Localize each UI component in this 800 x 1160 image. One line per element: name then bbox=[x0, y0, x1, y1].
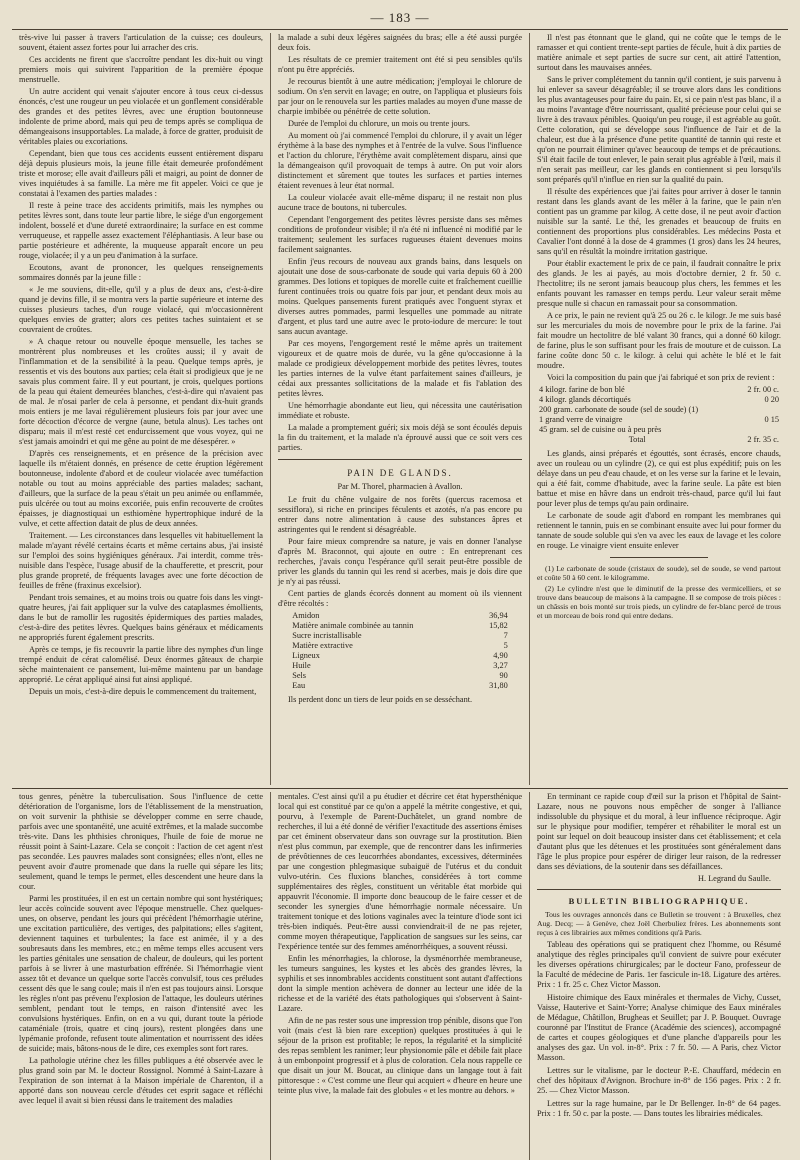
paragraph: Pendant trois semaines, et au moins trois ou quatre fois dans les vingt-quatre heures, j'ai fait appliquer sur la vulve des cataplasmes émollients, dans le but de ramollir les rugosités épidermiques des parties malades, c'est-à-dire des petites lèvres. Quelques bains généraux et médicaments ne appropriés furent également prescrits. bbox=[19, 593, 263, 642]
table-cell: 3,27 bbox=[493, 661, 508, 670]
paragraph: tous genres, pénètre la tuberculisation. Sous l'influence de cette détérioration de l'organisme, lors de l'établissement de la menstruation, on voit survenir la phthisie se développer comme en serre chaude, parfois avec une spontanéité, une acuité extrêmes, et la malade succombe très-vite. Dans les phthisies chroniques, l'huile de foie de morue ne réussit point à Saint-Lazare. Cela se conçoit : l'action de cet agent n'est pas secondée. Les pauvres malades sont consignées; elles n'ont, elles ne peuvent avoir d'autre promenade que dans la ruelle qui sépare les lits; seulement, quand le temps le permet, elles descendent une heure dans la cour. bbox=[19, 792, 263, 891]
paragraph: Je recourus bientôt à une autre médication; j'employai le chlorure de sodium. On s'en servit en lavage; en outre, on l'appliqua et plusieurs fois par jour on le renouvela sur les parties malades au moyen d'une masse de charpie imbibée ou pénétrée de cette solution. bbox=[278, 77, 522, 116]
paragraph: Les glands, ainsi préparés et égouttés, sont écrasés, encore chauds, avec un rouleau ou un cylindre (2), ce qui est plus expéditif; puis on les délaye dans un peu d'eau chaude, et on les verse sur la farine et le levain, qui a été fait, comme d'habitude, avec la farine seule. La pâte est bien battue et mise en hâvre dans un endroit très-chaud, parce qu'il lui faut pour lever plus de temps qu'au pain ordinaire. bbox=[537, 449, 781, 508]
page-number: — 183 — bbox=[370, 10, 430, 25]
table-row bbox=[290, 631, 510, 641]
paragraph: Le carbonate de soude agit d'abord en rompant les membranes qui retiennent le tannin, puis en se combinant ensuite avec lui pour former du tannate de soude soluble qui s'en va avec les eaux de lavage et les colore en rouge. Le vinaigre vient ensuite enlever bbox=[537, 511, 781, 550]
paragraph: Au moment où j'ai commencé l'emploi du chlorure, il y avait un léger érythème à la base des nymphes et à l'entrée de la vulve. Sous l'influence et l'action du chlorure, l'érythème avait complètement disparu, ainsi que la démangeaison qu'il provoquait de temps à autre. On put voir alors distinctement et sûrement que toutes les surfaces et parties internes étaient revenues à leur état normal. bbox=[278, 131, 522, 190]
bulletin-intro: Tous les ouvrages annoncés dans ce Bulletin se trouvent : à Bruxelles, chez Aug. Decq; — à Genève, chez Joël Cherbuliez frères. Les abonnements sont reçus à ces librairies aux mêmes conditions qu'à Paris. bbox=[537, 910, 781, 937]
table-cell: 15,82 bbox=[489, 621, 508, 630]
bottom-column-2 bbox=[271, 792, 530, 1160]
paragraph: Une hémorrhagie abondante eut lieu, qui nécessita une cautérisation immédiate et robuste. bbox=[278, 401, 522, 420]
paragraph: Depuis un mois, c'est-à-dire depuis le commencement du traitement, bbox=[29, 687, 257, 696]
table-cell: 2 fr. 35 c. bbox=[747, 435, 779, 444]
table-cell: 7 bbox=[503, 631, 508, 640]
table-cell: 0 20 bbox=[764, 395, 779, 404]
bottom-columns bbox=[12, 792, 788, 1160]
bottom-column-1 bbox=[12, 792, 271, 1160]
table-cell: Total bbox=[628, 435, 646, 444]
table-row bbox=[290, 671, 510, 681]
bibliography-entry: Tableau des opérations qui se pratiquent chez l'homme, ou Résumé analytique des règles principales qu'il convient de suivre pour exécuter les diverses opérations chirurgicales; par le docteur Fano, professeur de la Faculté de médecine de Paris. 1er fascicule in-18. Ligature des artères. Prix : 1 fr. 25 c. Chez Victor Masson. bbox=[537, 940, 781, 989]
table-cell: Ligneux bbox=[292, 651, 320, 660]
section-rule bbox=[12, 788, 788, 789]
paragraph: Sans le priver complétement du tannin qu'il contient, je suis parvenu à lui enlever sa saveur désagréable; il se trouve alors dans les conditions les plus avantageuses pour faire du pain. Et, si ce pain n'est pas blanc, il a au moins l'avantage d'être nourrissant, qualité précieuse pour celui qui se livre à des travaux pénibles. Quoiqu'un peu rouge, il est agréable au goût. Cette coloration, qui se développe sous l'influence de l'air et de la chaleur, est due à la présence d'une petite quantité de tannin qui reste et qu'on ne pourrait éliminer qu'avec beaucoup de temps et de précautions. S'il était facile de tout enlever, le pain serait plus agréable à l'œil, mais il n'en serait pas meilleur, car les glands en contiennent si peu lorsqu'ils sont préparés qu'il n'influe en rien sur la qualité du pain. bbox=[537, 75, 781, 184]
footnote: (1) Le carbonate de soude (cristaux de soude), sel de soude, se vend partout et coûte 50 à 60 cent. le kilogramme. bbox=[537, 564, 781, 582]
table-cell: 4 kilogr. glands décortiqués bbox=[539, 395, 631, 404]
article-title: PAIN DE GLANDS. bbox=[347, 468, 453, 478]
paragraph: Afin de ne pas rester sous une impression trop pénible, disons que l'on voit (mais c'est là bien rare exception) quelques prostituées à qui le séjour de la prison est profitable; le repos, la régularité et la simplicité des repas semblent les ranimer; leur physionomie pâle et débile fait place à un embonpoint progressif et à plus de coloration. Cela nous rappelle ce que disait un jour M. Boucat, au clinique dans un langage tout à fait pittoresque : « C'est comme une fleur qui acquiert « d'heure en heure une teinte plus vive, la malade fait des globules « et les montre au dehors. » bbox=[278, 1016, 522, 1095]
table-cell: Matière extractive bbox=[292, 641, 353, 650]
paragraph: Par ces moyens, l'engorgement resté le même après un traitement vigoureux et de quatre mois de durée, vu la gêne qu'occasionne à la malade ce prodigieux développement morbide des petites lèvres, toutes les parties internes de la vulve étant parfaitement saines d'ailleurs, je cédai aux pressantes sollicitations de la malade et fis l'ablation des petites lèvres. bbox=[278, 339, 522, 398]
bibliography-entry: Histoire chimique des Eaux minérales et thermales de Vichy, Cusset, Vaisse, Hauterive et Saint-Yorre; Analyse chimique des Eaux minérales de Médague, Châtillon, Brugheas et Seuillet; par J. P. Bouquet. Ouvrage couronné par l'Institut de France (Académie des sciences), accompagné de cartes et coupes géologiques et d'une planche d'appareils pour les analyses des gaz. Un vol. in-8°. Prix : 7 fr. 50. — A Paris, chez Victor Masson. bbox=[537, 993, 781, 1062]
table-cell: 0 15 bbox=[764, 415, 779, 424]
paragraph: mentales. C'est ainsi qu'il a pu étudier et décrire cet état hypersthénique local qui est constitué par ce qu'on a appelé la métrite congestive, et qui, pourvu, à l'exemple de Parent-Duchâtelet, un grand nombre de recherches, il lui a été donné de vérifier l'exactitude des assertions émises par cet éminent observateur dans son ouvrage sur la prostitution. Bien n'est plus commun, par exemple, que de rencontrer dans les infirmeries de prévôtiennes de ces leucorrhées abondantes, excessives, déterminées par une congestion phlegmasique subaiguë de l'utérus et du conduit vulvo-utérin. Ces fluxions blanches, considérées à tort comme supplémentaires des règles, constituent un véritable état morbide qui appauvrit l'économie. Il importe donc beaucoup de le faire cesser et de seconder les synergies d'une hémorrhagie normale nécessaire. Un traitement tonique et des lotions vaginales avec la teinture d'iode sont ici très-bien indiqués. Peut-être aussi conviendrait-il de ne pas rejeter, comme moyen thérapeutique, l'application de sangsues sur les seins, car l'expérience tentée sur des femmes aménorrhéiques, a souvent réussi. bbox=[278, 792, 522, 951]
table-cell: 90 bbox=[499, 671, 508, 680]
paragraph: « Je me souviens, dit-elle, qu'il y a plus de deux ans, c'est-à-dire quand je devins fille, il se montra vers la partie supérieure et interne des cuisses plusieurs taches, d'un rouge violacé, qui m'occasionnèrent quelques envies de gratter; alors ces petites taches suintaient et se couvraient de croûtes. bbox=[19, 285, 263, 334]
table-cell bbox=[737, 405, 781, 415]
table-cell: Sels bbox=[292, 671, 307, 680]
table-cell: 4 kilogr. farine de bon blé bbox=[539, 385, 625, 394]
header-rule bbox=[12, 29, 788, 30]
table-row bbox=[290, 661, 510, 671]
bulletin-title: BULLETIN BIBLIOGRAPHIQUE. bbox=[568, 896, 750, 906]
paragraph: Il résulte des expériences que j'ai faites pour arriver à doser le tannin restant dans les glands avant de les mêler à la farine, que le pain n'en contient pas un gramme par kilog. A cette dose, il ne peut avoir d'action nuisible sur la santé. Le thé, les grenades et beaucoup de fruits en contiennent des proportions plus considérables. Les médecins Posta et Cavalier l'ont donné à la dose de 4 grammes (1 gros) dans les 24 heures, sans qu'il en résultât la moindre irritation gastrique. bbox=[537, 187, 781, 256]
table-cell: 1 grand verre de vinaigre bbox=[539, 415, 623, 424]
paragraph: Pour faire mieux comprendre sa nature, je vais en donner l'analyse d'après M. Braconnot, qui ajoute en outre : En entreprenant ces recherches, j'avais conçu l'espérance qu'il serait peut-être possible de priver les glands du tannin qui les rend si acerbes, mais je dois dire que je n'y ai pas réussi. bbox=[278, 537, 522, 586]
table-row bbox=[537, 395, 781, 405]
bulletin-divider bbox=[537, 889, 781, 890]
section-divider bbox=[278, 459, 522, 460]
table-row bbox=[537, 405, 781, 415]
paragraph: La pathologie utérine chez les filles publiques a été observée avec le plus grand soin par M. le docteur Rossignol. Nommé à Saint-Lazare à l'expiration de son internat à la Maison impériale de Charenton, il a apporté dans son nouveau cercle d'études cet esprit sagace et réfléchi avec lequel il avait si bien réussi dans le traitement des maladies bbox=[19, 1056, 263, 1105]
table-cell: Huile bbox=[292, 661, 311, 670]
paragraph: Ecoutons, avant de prononcer, les quelques renseignements sommaires donnés par la jeune fille : bbox=[19, 263, 263, 282]
table-row bbox=[537, 435, 781, 445]
table-cell: 31,80 bbox=[489, 681, 508, 690]
paragraph: A ce prix, le pain ne revient qu'à 25 ou 26 c. le kilogr. Je me suis basé sur les mercuriales du mois de novembre pour le prix de la farine. J'ai fait moudre un hectolitre de blé valant 30 francs, qui a donné 60 kilogr. de farine, plus le son suffisant pour les frais de mouture et de cuisson. La farine coûte donc 50 c. le kilogr. à celui qui achète le blé et le fait moudre. bbox=[537, 311, 781, 370]
paragraph: En terminant ce rapide coup d'œil sur la prison et l'hôpital de Saint-Lazare, nous ne pouvons nous empêcher de songer à l'alliance indissoluble du physique et du moral, à leur influence réciproque. Agir sur le physique pour modifier, tempérer et réhabiliter le moral est un point sur lequel on doit beaucoup insister dans cet établissement; et cela d'autant plus que les détenues et les prostituées sont généralement dans l'âge le plus propice pour espérer de diriger leur raison, de la redresser dans ses déviations, de la soutenir dans ses défaillances. bbox=[537, 792, 781, 871]
table-cell: 36,94 bbox=[489, 611, 508, 620]
bibliography-entry: Lettres sur la rage humaine, par le Dr Bellenger. In-8° de 64 pages. Prix : 1 fr. 50 c. par la poste. — Dans toutes les librairies médicales. bbox=[537, 1099, 781, 1118]
paragraph: Cependant, bien que tous ces accidents eussent entièrement disparu déjà depuis plusieurs mois, la jeune fille était demeurée profondément triste et morose; elle avait d'ailleurs pâli et maigri, au point de donner de vives inquiétudes à sa famille. La mère me fit appeler. Voici ce que je constatai à l'examen des parties malades : bbox=[19, 149, 263, 198]
paragraph: Traitement. — Les circonstances dans lesquelles vit habituellement la malade m'ayant révélé certains écarts et même certains abus, j'ai insisté sur l'emploi des soins hygiéniques généraux. J'ai interdit, comme très-nuisible dans l'espèce, l'usage abusif de la chaufferette, et prescrit, pour plus grande propreté, de fréquents lavages avec une forte décoction de feuilles de frêne (fraxinus excelsior). bbox=[19, 531, 263, 590]
paragraph: Enfin les ménorrhagies, la chlorose, la dysménorrhée membraneuse, les tumeurs sanguines, les kystes et les abcès des grandes lèvres, la syphilis et ses innombrables accidents constituent sont autant d'affections dont la simple mention achèvera de donner au lecteur une idée de la richesse et de la variété des états pathologiques qui s'observent à Saint-Lazare. bbox=[278, 954, 522, 1013]
paragraph: Il n'est pas étonnant que le gland, qui ne coûte que le temps de le ramasser et qui contient trente-sept parties de fécule, huit à dix parties de matière animale et sept parties de sucre sur cent, ait attiré l'attention, surtout dans les mauvaises années. bbox=[537, 33, 781, 72]
table-cell: 45 gram. sel de cuisine ou à peu près bbox=[539, 425, 662, 434]
paragraph: Enfin j'eus recours de nouveau aux grands bains, dans lesquels on ajoutait une dose de sous-carbonate de soude qui varia depuis 60 à 200 grammes. Des lotions et topiques de morelle cuite et fraîchement cueillie furent continuées trois ou quatre fois par jour, et pendant deux mois au moins. Quelques pansements furent pratiqués avec l'onguent styrax et diverses autres pommades, parmi lesquelles une pommade au nitrate d'argent, et plus tard une autre avec le proto-iodure de mercure: le tout sans aucun avantage. bbox=[278, 257, 522, 336]
top-columns bbox=[12, 33, 788, 785]
paragraph: Parmi les prostituées, il en est un certain nombre qui sont hystériques; leur accès coïncide souvent avec l'époque menstruelle. Chez quelques-unes, on observe, pendant les jours qui précèdent l'hémorrhagie utérine, une excitation particulière, des vertiges, des palpitations; elles s'agitent, deviennent taquines et turbulentes; la face est animée, il y a des soubresauts dans les membres, etc.; en même temps elles accusent vers les parties génitales une sensation de chaleur, de douleurs, qui les portent parfois à se livrer à une masturbation effrénée. Si l'hémorrhagie vient assez tôt et devance un quelque sorte l'accès convulsif, tous ces préludes cessent dès que le sang coule; mais il n'en est pas toujours ainsi. Lorsque les règles n'ont pas prévenu l'explosion de l'attaque, les douleurs utérines semblent, pendant tout le temps, en raison d'intensité avec les convulsions hystériques. Enfin, on en a vu qui, durant toute la période cataméniale (trois, quatre et cinq jours), restent plongées dans une lypémanie profonde, refusent toute alimentation et nourrissent des idées de suicide; mais, bâtons-nous de le dire, ces exemples sont fort rares. bbox=[19, 894, 263, 1053]
paragraph: Voici la composition du pain que j'ai fabriqué et son prix de revient : bbox=[547, 373, 775, 382]
table-row bbox=[537, 415, 781, 425]
paragraph: très-vive lui passer à travers l'articulation de la cuisse; ces douleurs, souvent, étaient assez fortes pour lui arracher des cris. bbox=[19, 33, 263, 52]
table-cell: Matière animale combinée au tannin bbox=[292, 621, 414, 630]
recipe-table bbox=[537, 385, 781, 445]
footnote: (2) Le cylindre n'est que le diminutif de la presse des vermicelliers, et se trouve dans beaucoup de maisons à la campagne. Il se compose de trois pièces : un châssis en bois monté sur trois pieds, un cylindre de fer-blanc percé de trous et un morceau de bois rond qui entre dedans. bbox=[537, 584, 781, 620]
paragraph: Durée de l'emploi du chlorure, un mois ou trente jours. bbox=[288, 119, 470, 128]
paragraph: Cependant l'engorgement des petites lèvres persiste dans ses mêmes conditions de profondeur visible; il n'a été ni influencé ni modifié par le traitement; seulement les surfaces rugueuses étaient devenues moins facilement saignantes. bbox=[278, 215, 522, 254]
table-cell bbox=[737, 425, 781, 435]
paragraph: Cent parties de glands écorcés donnent au moment où ils viennent d'être récoltés : bbox=[278, 589, 522, 608]
table-row bbox=[537, 425, 781, 435]
table-row bbox=[290, 641, 510, 651]
paragraph: la malade a subi deux légères saignées du bras; elle a été aussi purgée deux fois. bbox=[278, 33, 522, 52]
paragraph: D'après ces renseignements, et en présence de la précision avec laquelle ils m'étaient donnés, en présence de cette éruption légèrement boutonneuse, indolente d'abord et de couleur violacée avec tuméfaction notable ou tout au moins appréciable des parties malades; sachant, d'ailleurs, que la surface de la peau s'était un peu animée ou enflammée, puis ulcérée ou tout au moins excoriée, puis enfin recouverte de croûtes épaisses, je diagnostiquai un esthiomène hypertrophique induré de la vulve, et cette affection datait de plus de deux années. bbox=[19, 449, 263, 528]
paragraph: Il reste à peine trace des accidents primitifs, mais les nymphes ou petites lèvres sont, dans toute leur partie libre, le siége d'un engorgement indolent, bosselé et d'une dureté extraordinaire; la surface en est comme verruqueuse, et rappelle assez exactement l'éléphantiasis. A leur base ou partie postérieure et adhérente, la muqueuse apparaît encore un peu rouge, violacée; il y a un peu d'animation à la surface. bbox=[19, 201, 263, 260]
paragraph: Un autre accident qui venait s'ajouter encore à tous ceux ci-dessus énoncés, c'est une rougeur un peu violacée et un gonflement considérable des grandes et des petites lèvres, avec une éruption boutonneuse indolente de prime abord, mais qui peu de temps après se compliqua de démangeaisons insupportables. La malade, à force de gratter, produisit de véritables plaies ou excoriations. bbox=[19, 87, 263, 146]
table-cell: Eau bbox=[292, 681, 306, 690]
table-cell: 2 fr. 00 c. bbox=[747, 385, 779, 394]
paragraph: Le fruit du chêne vulgaire de nos forêts (quercus racemosa et sessiflora), si riche en principes féculents et azotés, n'a pas encore pu entrer dans notre alimentation à cause des substances âpres et astringentes qui le rendent si désagréable. bbox=[278, 495, 522, 534]
composition-table bbox=[290, 611, 510, 691]
table-row bbox=[290, 651, 510, 661]
signature: H. Legrand du Saulle. bbox=[697, 874, 771, 883]
table-row bbox=[290, 681, 510, 691]
footnote-divider bbox=[610, 557, 708, 558]
bottom-column-3 bbox=[530, 792, 788, 1160]
column-1 bbox=[12, 33, 271, 785]
column-2 bbox=[271, 33, 530, 785]
bibliography-entry: Lettres sur le vitalisme, par le docteur P.-E. Chauffard, médecin en chef des hôpitaux d'Avignon. Brochure in-8° de 156 pages. Prix : 2 fr. 25. — Chez Victor Masson. bbox=[537, 1066, 781, 1095]
table-cell: 200 gram. carbonate de soude (sel de soude) (1) bbox=[539, 405, 699, 414]
paragraph: Pour établir exactement le prix de ce pain, il faudrait connaître le prix des glands. Je les ai payés, au mois d'octobre dernier, 2 fr. 50 c. l'hectolitre; ils ne seront jamais beaucoup plus chers, les femmes et les enfants pouvant les ramasser en temps perdu. Leur valeur serait même presque nulle si chacun en ramassait pour sa consommation. bbox=[537, 259, 781, 308]
paragraph: Après ce temps, je fis recouvrir la partie libre des nymphes d'un linge trempé enduit de cérat calomélisé. Deux énormes gâteaux de charpie sèche maintenaient ce pansement, lui-même maintenu par un bandage approprié. Le cérat appliqué ainsi fut ainsi appliqué. bbox=[19, 645, 263, 684]
table-row bbox=[290, 621, 510, 631]
table-cell: Amidon bbox=[292, 611, 320, 620]
paragraph: La couleur violacée avait elle-même disparu; il ne restait non plus aucune trace de boutons, ni tubercules. bbox=[278, 193, 522, 212]
table-row bbox=[537, 385, 781, 395]
table-row bbox=[290, 611, 510, 621]
paragraph: La malade a promptement guéri; six mois déjà se sont écoulés depuis la fin du traitement, et la malade n'a éprouvé aussi que ce soit vers ces parties. bbox=[278, 423, 522, 452]
article-author: Par M. Thorel, pharmacien à Avallon. bbox=[337, 482, 463, 491]
table-cell: 5 bbox=[503, 641, 508, 650]
table-cell: 4,90 bbox=[493, 651, 508, 660]
table-cell: Sucre incristallisable bbox=[292, 631, 362, 640]
column-3 bbox=[530, 33, 788, 785]
paragraph: Ils perdent donc un tiers de leur poids en se desséchant. bbox=[288, 695, 473, 704]
paragraph: Ces accidents ne firent que s'accroître pendant les dix-huit ou vingt premiers mois qui suivirent l'apparition de la première époque menstruelle. bbox=[19, 55, 263, 84]
paragraph: Les résultats de ce premier traitement ont été si peu sensibles qu'ils n'ont pu être appréciés. bbox=[278, 55, 522, 74]
paragraph: » A chaque retour ou nouvelle époque mensuelle, les taches se montrèrent plus nombreuses et les croûtes aussi; il y avait de l'inflammation et de la sensibilité à la peau. Quelque temps après, je ressentis et vis des boutons aux parties; cela était si prodigieux que je ne savais plus comment faire. Il y eut pourtant, je crois, quelques portions de la peau qui étaient demeurées blanches, c'est-à-dire qui n'avaient pas de mal. Je n'osai parler de cela à personne, et pendant dix-huit grands mois entiers je me lavai régulièrement plusieurs fois par jour avec une forte décoction d'écorce de vergne (aune, betula alnus). Les taches ont disparu; mais il m'est resté cet endurcissement que vous voyez, qui ne s'est jamais amoindri et qui me gêne au point de me désespérer. » bbox=[19, 337, 263, 446]
